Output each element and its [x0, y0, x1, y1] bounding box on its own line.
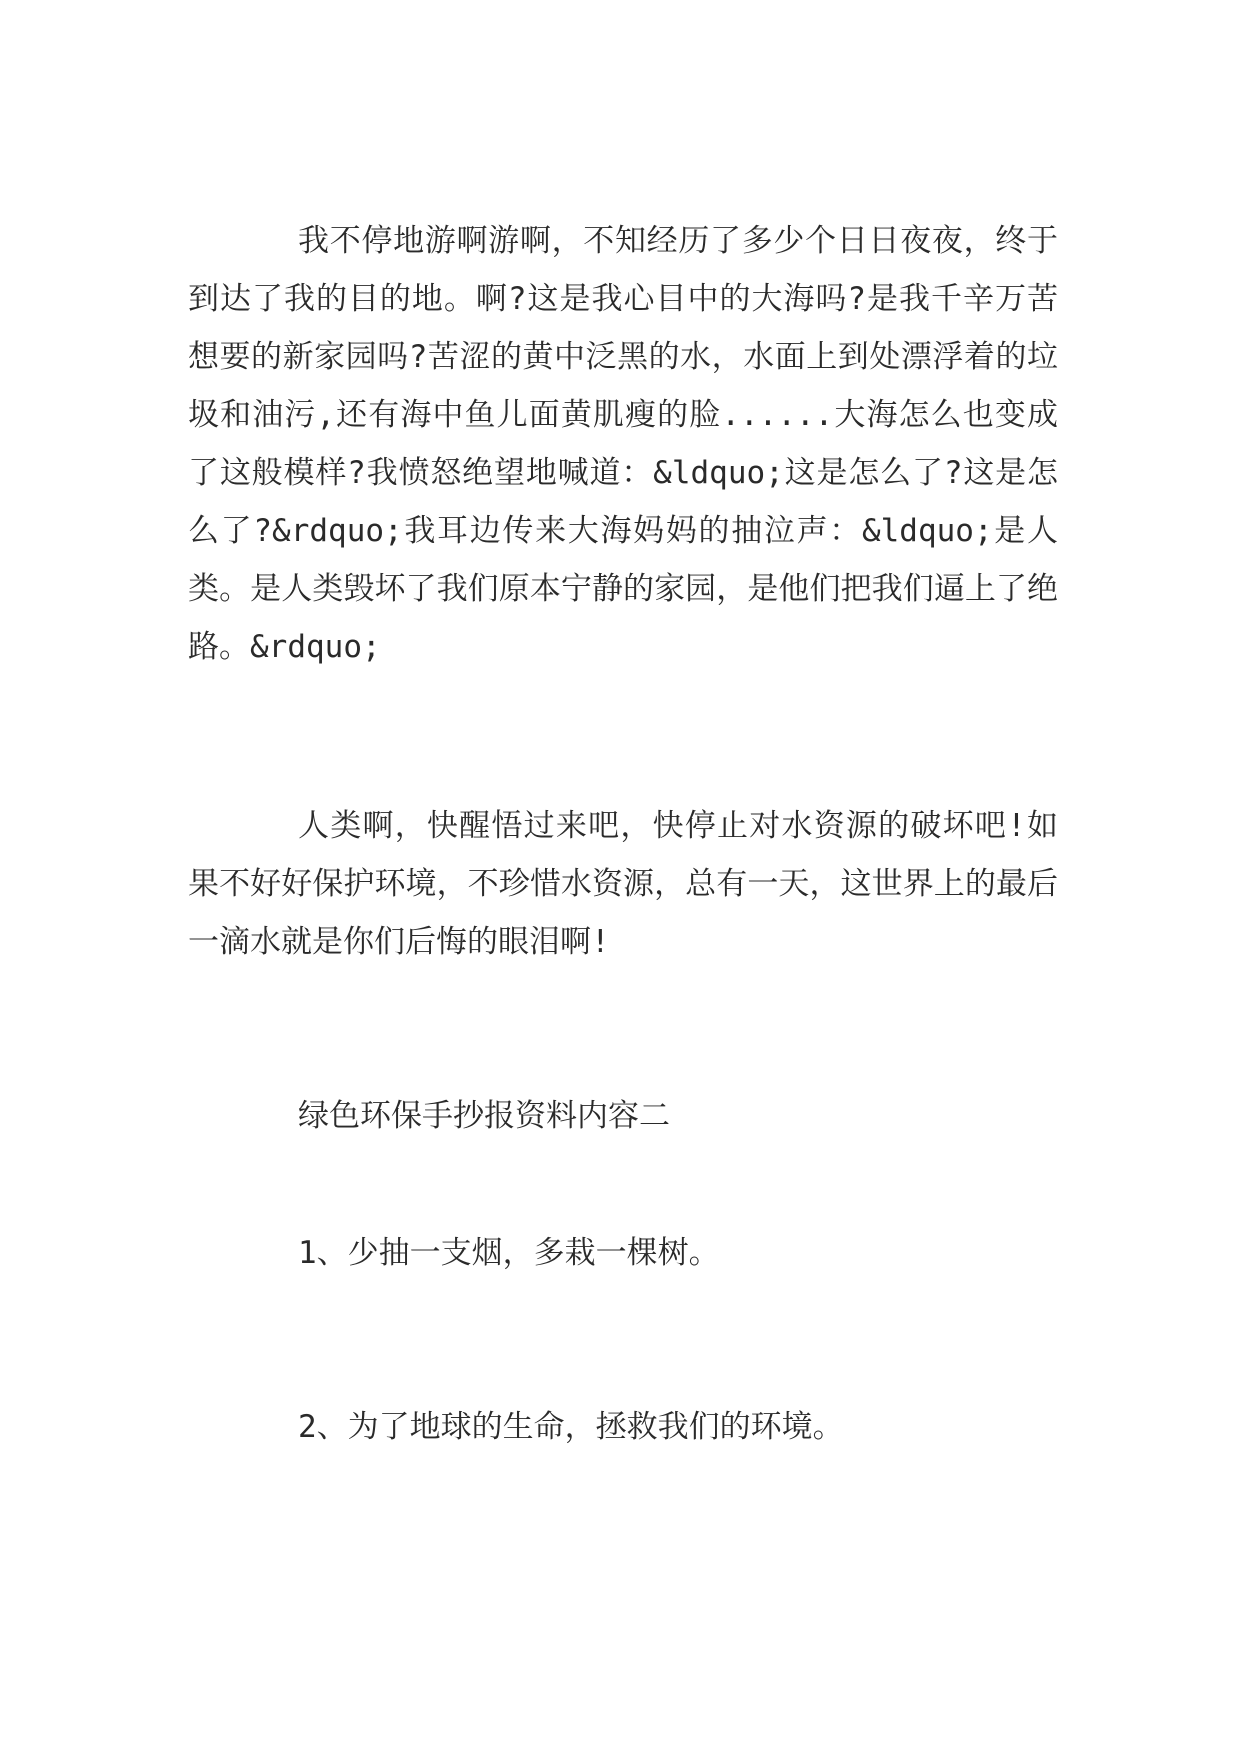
- appeal-paragraph: 人类啊，快醒悟过来吧，快停止对水资源的破坏吧!如果不好好保护环境，不珍惜水资源，总有一天，这世界上的最后一滴水就是你们后悔的眼泪啊!: [188, 808, 1058, 960]
- story-paragraph: 我不停地游啊游啊，不知经历了多少个日日夜夜，终于到达了我的目的地。啊?这是我心目中的大海吗?是我千辛万苦想要的新家园吗?苦涩的黄中泛黑的水，水面上到处漂浮着的垃圾和油污,还有海中鱼儿面黄肌瘦的脸......大海怎么也变成了这般模样?我愤怒绝望地喊道：&ldquo;这是怎么了?这是怎么了?&rdquo;我耳边传来大海妈妈的抽泣声：&ldquo;是人类。是人类毁坏了我们原本宁静的家园，是他们把我们逼上了绝路。&rdquo;: [188, 223, 1058, 665]
- section-heading: 绿色环保手抄报资料内容二: [298, 1098, 670, 1134]
- slogan-item: 1、少抽一支烟，多栽一棵树。: [298, 1235, 720, 1271]
- slogan-item: 2、为了地球的生命，拯救我们的环境。: [298, 1409, 844, 1445]
